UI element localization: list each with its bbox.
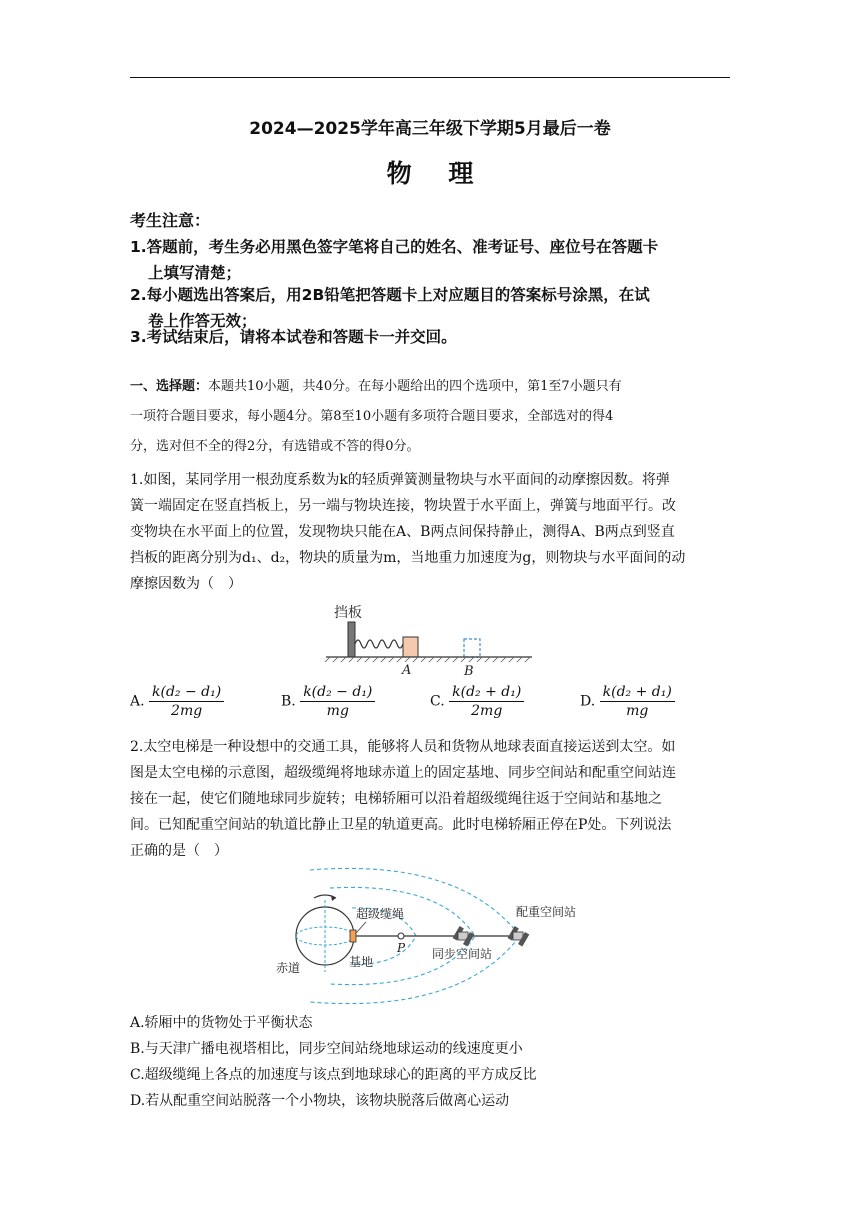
section-1-line-3: 分，选对但不全的得2分，有选错或不答的得0分。 [130, 439, 420, 454]
space-elevator-figure [270, 860, 600, 1008]
question-1-line-2: 簧一端固定在竖直挡板上，另一端与物块连接，物块置于水平面上，弹簧与地面平行。改 [130, 498, 676, 514]
sync-station-icon [453, 926, 475, 947]
section-1-label: 一、选择题： [130, 379, 209, 394]
figure-wall-label: 挡板 [334, 605, 362, 621]
notice-item-1-line-2: 上填写清楚； [148, 264, 242, 282]
rotation-arrow-head [331, 895, 336, 901]
option-c-fraction: $\frac{\text{k(d₂ + d₁)}}{2mg}$ [449, 684, 524, 719]
counterweight-label: 配重空间站 [516, 905, 577, 919]
base-label: 基地 [349, 955, 374, 969]
base-marker [350, 930, 356, 942]
notice-item-1-line-1: 1.答题前，考生务必用黑色签字笔将自己的姓名、准考证号、座位号在答题卡 [130, 238, 659, 256]
spring-block-figure [322, 598, 536, 680]
question-1-option-c[interactable]: C. $\frac{\text{k(d₂ + d₁)}}{2mg}$ [430, 684, 524, 719]
block-at-a [403, 637, 418, 657]
question-1-line-4: 挡板的距离分别为d₁、d₂，物块的质量为m，当地重力加速度为g，则物块与水平面间的动 [130, 550, 686, 566]
point-b-label: B [464, 664, 474, 679]
question-2-option-b[interactable]: B.与天津广播电视塔相比，同步空间站绕地球运动的线速度更小 [130, 1041, 523, 1057]
question-2-line-3: 接在一起，使它们随地球同步旋转；电梯轿厢可以沿着超级缆绳往返于空间站和基地之 [130, 791, 662, 807]
question-1-option-d[interactable]: D. $\frac{\text{k(d₂ + d₁)}}{mg}$ [580, 684, 675, 719]
question-2-line-5: 正确的是（ ） [130, 843, 228, 859]
subject-title: 物 理 [386, 159, 488, 188]
question-2-option-c[interactable]: C.超级缆绳上各点的加速度与该点到地球球心的距离的平方成反比 [130, 1067, 537, 1083]
cable-label: 超级缆绳 [356, 907, 405, 921]
equator-label: 赤道 [276, 961, 301, 975]
notice-heading: 考生注意： [130, 211, 211, 230]
question-1-option-b[interactable]: B. $\frac{\text{k(d₂ − d₁)}}{mg}$ [281, 684, 375, 719]
point-a-label: A [402, 663, 412, 678]
question-2-line-4: 间。已知配重空间站的轨道比静止卫星的轨道更高。此时电梯轿厢正停在P处。下列说法 [130, 817, 672, 833]
section-1-intro [130, 372, 730, 462]
ground-hatch [325, 657, 530, 662]
question-2-option-d[interactable]: D.若从配重空间站脱落一个小物块，该物块脱落后做离心运动 [130, 1093, 510, 1109]
point-p [398, 933, 404, 939]
notice-item-3 [130, 324, 730, 350]
header-rule [130, 77, 730, 78]
section-1-line-2: 一项符合题目要求，每小题4分。第8至10小题有多项符合题目要求，全部选对的得4 [130, 409, 614, 424]
question-1-line-5: 摩擦因数为（ ） [130, 576, 242, 592]
counterweight-station-icon [508, 926, 530, 947]
question-1-line-1: 1.如图，某同学用一根劲度系数为k的轻质弹簧测量物块与水平面间的动摩擦因数。将弹 [130, 472, 670, 488]
notice-item-3-line-1: 3.考试结束后，请将本试卷和答题卡一并交回。 [130, 328, 457, 346]
question-2-option-a[interactable]: A.轿厢中的货物处于平衡状态 [130, 1015, 313, 1031]
wall-board [348, 622, 355, 657]
option-b-fraction: $\frac{\text{k(d₂ − d₁)}}{mg}$ [300, 684, 375, 719]
question-2-line-1: 2.太空电梯是一种设想中的交通工具，能够将人员和货物从地球表面直接运送到太空。如 [130, 739, 676, 755]
question-2-stem [130, 734, 730, 864]
point-p-label: P [397, 941, 406, 955]
option-a-fraction: $\frac{\text{k(d₂ − d₁)}}{2mg}$ [149, 684, 224, 719]
notice-item-2-line-1: 2.每小题选出答案后，用2B铅笔把答题卡上对应题目的答案标号涂黑，在试 [130, 286, 650, 304]
question-1-option-a[interactable]: A. $\frac{\text{k(d₂ − d₁)}}{2mg}$ [130, 684, 224, 719]
notice-item-1 [130, 234, 730, 286]
option-d-fraction: $\frac{\text{k(d₂ + d₁)}}{mg}$ [600, 684, 675, 719]
question-1-stem [130, 467, 730, 597]
notice-item-2-line-2: 卷上作答无效； [148, 312, 257, 330]
section-1-line-1: 一、选择题：本题共10小题，共40分。在每小题给出的四个选项中，第1至7小题只有 [130, 379, 622, 394]
block-position-b [464, 639, 480, 657]
sync-station-label: 同步空间站 [432, 947, 493, 961]
exam-title: 2024—2025学年高三年级下学期5月最后一卷 [249, 119, 611, 139]
question-1-line-3: 变物块在水平面上的位置，发现物块只能在A、B两点间保持静止，测得A、B两点到竖直 [130, 524, 675, 540]
question-2-line-2: 图是太空电梯的示意图，超级缆绳将地球赤道上的固定基地、同步空间站和配重空间站连 [130, 765, 676, 781]
